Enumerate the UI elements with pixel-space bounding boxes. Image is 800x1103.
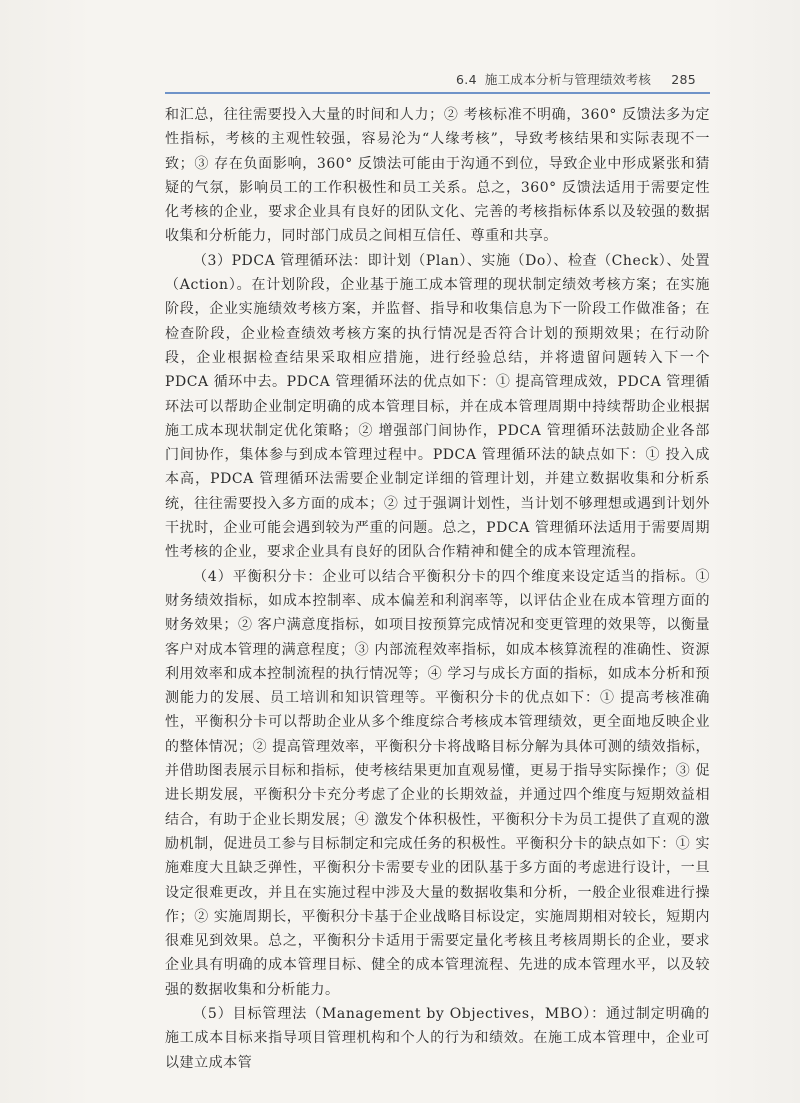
section-number: 6.4 bbox=[456, 72, 477, 87]
page-number: 285 bbox=[671, 72, 696, 87]
body-text bbox=[165, 103, 710, 1075]
paragraph-360-feedback-cont: 和汇总，往往需要投入大量的时间和人力；② 考核标准不明确，360° 反馈法多为定性指标，考核的主观性较强，容易沦为“人缘考核”，导致考核结果和实际表现不一致；③ 存在负面影响，360° 反馈法可能由于沟通不到位，导致企业中形成紧张和猜疑的气氛，影响员工的工作积极性和员工关系。总之，360° 反馈法适用于需要定性化考核的企业，要求企业具有良好的团队文化、完善的考核指标体系以及较强的数据收集和分析能力，同时部门成员之间相互信任、尊重和共享。 bbox=[165, 107, 710, 245]
paragraph-mbo: （5）目标管理法（Management by Objectives，MBO）：通过制定明确的施工成本目标来指导项目管理机构和个人的行为和绩效。在施工成本管理中，企业可以建立成本管 bbox=[165, 1005, 710, 1071]
paragraph-balanced-scorecard: （4）平衡积分卡：企业可以结合平衡积分卡的四个维度来设定适当的指标。① 财务绩效指标，如成本控制率、成本偏差和利润率等，以评估企业在成本管理方面的财务效果；② 客户满意度指标，如项目按预算完成情况和变更管理的效果等，以衡量客户对成本管理的满意程度；③ 内部流程效率指标，如成本核算流程的准确性、资源利用效率和成本控制流程的执行情况等；④ 学习与成长方面的指标，如成本分析和预测能力的发展、员工培训和知识管理等。平衡积分卡的优点如下：① 提高考核准确性，平衡积分卡可以帮助企业从多个维度综合考核成本管理绩效，更全面地反映企业的整体情况；② 提高管理效率，平衡积分卡将战略目标分解为具体可测的绩效指标，并借助图表展示目标和指标，使考核结果更加直观易懂，更易于指导实际操作；③ 促进长期发展，平衡积分卡充分考虑了企业的长期效益，并通过四个维度与短期效益相结合，有助于企业长期发展；④ 激发个体积极性，平衡积分卡为员工提供了直观的激励机制，促进员工参与目标制定和完成任务的积极性。平衡积分卡的缺点如下：① 实施难度大且缺乏弹性，平衡积分卡需要专业的团队基于多方面的考虑进行设计，一旦设定很难更改，并且在实施过程中涉及大量的数据收集和分析，一般企业很难进行操作；② 实施周期长，平衡积分卡基于企业战略目标设定，实施周期相对较长，短期内很难见到效果。总之，平衡积分卡适用于需要定量化考核且考核周期长的企业，要求企业具有明确的成本管理目标、健全的成本管理流程、先进的成本管理水平，以及较强的数据收集和分析能力。 bbox=[165, 568, 710, 998]
running-header bbox=[165, 70, 710, 94]
paragraph-pdca: （3）PDCA 管理循环法：即计划（Plan）、实施（Do）、检查（Check）、处置（Action）。在计划阶段，企业基于施工成本管理的现状制定绩效考核方案；在实施阶段，企业实施绩效考核方案，并监督、指导和收集信息为下一阶段工作做准备；在检查阶段，企业检查绩效考核方案的执行情况是否符合计划的预期效果；在行动阶段，企业根据检查结果采取相应措施，进行经验总结，并将遗留问题转入下一个 PDCA 循环中去。PDCA 管理循环法的优点如下：① 提高管理成效，PDCA 管理循环法可以帮助企业制定明确的成本管理目标，并在成本管理周期中持续帮助企业根据施工成本现状制定优化策略；② 增强部门间协作，PDCA 管理循环法鼓励企业各部门间协作，集体参与到成本管理过程中。PDCA 管理循环法的缺点如下：① 投入成本高，PDCA 管理循环法需要企业制定详细的管理计划，并建立数据收集和分析系统，往往需要投入多方面的成本；② 过于强调计划性，当计划不够理想或遇到计划外干扰时，企业可能会遇到较为严重的问题。总之，PDCA 管理循环法适用于需要周期性考核的企业，要求企业具有良好的团队合作精神和健全的成本管理流程。 bbox=[165, 252, 710, 561]
section-title: 施工成本分析与管理绩效考核 bbox=[484, 72, 652, 87]
header-text bbox=[456, 70, 696, 88]
